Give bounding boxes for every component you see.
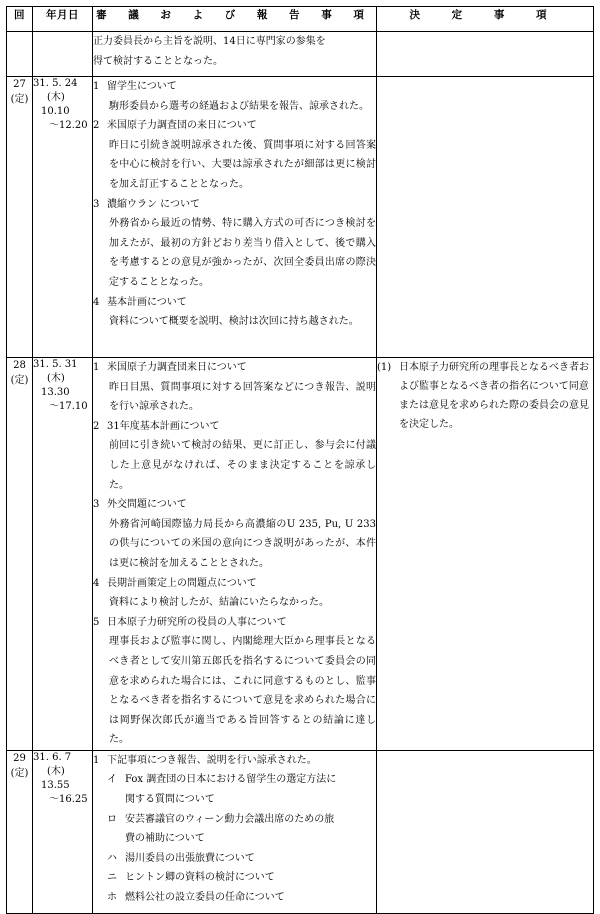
item-number: 1	[93, 754, 100, 766]
items-cell	[93, 358, 377, 751]
session-type: (定)	[10, 767, 29, 779]
item-number: 2	[93, 420, 100, 432]
table-row	[7, 750, 594, 913]
item-number: 1	[93, 81, 100, 92]
session-type: (定)	[10, 375, 29, 386]
session-time-end: 〜17.10	[49, 401, 88, 412]
sub-item-marker: ハ	[107, 852, 117, 864]
sub-item-marker: ホ	[107, 892, 117, 904]
sub-item-text: 安芸審議官のウィーン動力会議出席のための旅	[125, 813, 335, 825]
decision-text: 日本原子力研究所の理事長となるべき者および監事となるべき者の指名について同意または意見を求められた際の委員会の意見を決定した。	[399, 362, 589, 430]
item-heading	[93, 358, 376, 378]
item-body: 外務省から最近の情勢、特に購入方式の可否につき検討を加えたが、最初の方針どおり差当り借入として、後で購入を考慮するとの意見が強かったが、次回全委員出席の際決定することとなった。	[109, 218, 376, 288]
session-time-start: 13.55	[41, 779, 70, 791]
session-type: (定)	[10, 94, 29, 105]
sub-item	[93, 888, 376, 908]
session-no-cell	[7, 358, 33, 751]
decision-number: (1)	[377, 362, 392, 373]
header-date: 年月日	[33, 7, 93, 32]
items-cell	[93, 32, 377, 77]
item-number: 1	[93, 362, 100, 373]
sub-item	[93, 770, 376, 790]
item-body: 昨日に引続き説明諒承された後、質問事項に対する回答案を中心に検討を行い、大要は諒承されたが細部は更に検討を加え訂正することとなった。	[109, 139, 376, 190]
item-title: 外交問題について	[107, 499, 187, 511]
decision-cell	[377, 358, 594, 751]
session-weekday: (木)	[47, 765, 65, 777]
item-body: 前回に引き続いて検討の結果、更に訂正し、参与会に付議した上意見がなければ、そのまま決定することを諒承した。	[109, 440, 376, 491]
session-weekday: (木)	[47, 373, 65, 384]
item-line: 正力委員長から主旨を説明、14日に専門家の参集を	[93, 36, 326, 47]
item-heading	[93, 417, 376, 437]
decision-cell	[377, 32, 594, 77]
item-title: 濃縮ウラン について	[107, 198, 200, 210]
session-no-cell	[7, 77, 33, 358]
sub-item-marker: ニ	[107, 872, 117, 884]
decision-item	[377, 358, 593, 434]
item-heading	[93, 293, 376, 313]
header-decisions: 決 定 事 項	[377, 7, 594, 32]
sub-item-continuation: 関する質問について	[125, 794, 215, 806]
sub-item	[93, 868, 376, 888]
item-title: 基本計画について	[107, 296, 187, 308]
session-date: 31. 5. 31	[33, 359, 78, 370]
session-date: 31. 5. 24	[33, 78, 78, 89]
item-heading	[93, 751, 376, 771]
session-no-cell	[7, 750, 33, 913]
items-cell	[93, 77, 377, 358]
decision-cell	[377, 77, 594, 358]
item-heading	[93, 116, 376, 136]
item-heading	[93, 77, 376, 97]
header-no: 回	[7, 7, 33, 32]
item-body: 外務省河崎国際協力局長から高濃縮のU 235, Pu, U 233 の供与についての米国の意向につき説明があったが、本件は更に検討を加えることとされた。	[109, 518, 376, 569]
item-title: 31年度基本計画について	[107, 420, 220, 432]
session-number: 28	[13, 360, 26, 371]
item-heading	[93, 195, 376, 215]
decision-cell	[377, 750, 594, 913]
item-number: 4	[93, 577, 100, 589]
item-body: 資料により検討したが、結論にいたらなかった。	[109, 597, 329, 609]
item-number: 3	[93, 198, 100, 210]
header-row	[7, 7, 594, 32]
sub-item-text: Fox 調査団の日本における留学生の選定方法に	[125, 774, 337, 786]
sub-item-text: ヒントン卿の資料の検討について	[125, 872, 275, 884]
minutes-table	[6, 6, 594, 914]
session-date-cell	[33, 77, 93, 358]
header-items: 審 議 お よ び 報 告 事 項	[93, 7, 377, 32]
session-date-cell	[33, 750, 93, 913]
item-number: 4	[93, 296, 100, 308]
table-row	[7, 32, 594, 77]
sub-item	[93, 849, 376, 869]
sub-item-text: 燃料公社の設立委員の任命について	[125, 892, 285, 904]
item-title: 日本原子力研究所の役員の人事について	[107, 616, 287, 628]
sub-item	[93, 810, 376, 830]
table-row	[7, 77, 594, 358]
sub-item-continuation: 費の補助について	[125, 833, 205, 845]
item-body: 昨日目黒、質問事項に対する回答案などにつき報告、説明を行い諒承された。	[109, 381, 376, 413]
item-title: 米国原子力調査団来日について	[107, 362, 247, 373]
table-row	[7, 358, 594, 751]
session-time-start: 13.30	[41, 387, 70, 398]
item-number: 2	[93, 120, 100, 132]
item-title: 留学生について	[107, 81, 177, 92]
item-heading	[93, 574, 376, 594]
sub-item-marker: ロ	[107, 813, 117, 825]
session-number: 29	[13, 752, 26, 764]
item-body: 理事長および監事に関し、内閣総理大臣から理事長となるべき者として安川第五郎氏を指名するについて委員会の同意を求められた場合には、これに同意するものとし、監事となるべき者を指名するについて意見を求められた場合には岡野保次郎氏が適当である旨回答するとの結論に達した。	[109, 636, 376, 746]
sub-item-marker: イ	[107, 774, 117, 786]
item-line: 得て検討することとなった。	[93, 55, 223, 67]
item-number: 5	[93, 616, 100, 628]
session-date-cell	[33, 358, 93, 751]
item-heading	[93, 495, 376, 515]
item-title: 長期計画策定上の問題点について	[107, 577, 257, 589]
item-title: 米国原子力調査団の来日について	[107, 120, 257, 132]
item-body: 資料について概要を説明、検討は次回に持ち越された。	[109, 316, 359, 328]
session-date-cell	[33, 32, 93, 77]
item-heading	[93, 613, 376, 633]
item-title: 下記事項につき報告、説明を行い諒承された。	[107, 754, 317, 766]
session-no-cell	[7, 32, 33, 77]
session-time-start: 10.10	[41, 106, 70, 117]
session-date: 31. 6. 7	[33, 751, 72, 763]
session-time-end: 〜12.20	[49, 120, 88, 131]
sub-item-text: 湯川委員の出張旅費について	[125, 852, 255, 864]
session-number: 27	[13, 79, 26, 90]
item-body: 駒形委員から選考の経過および結果を報告、諒承された。	[109, 100, 369, 112]
item-number: 3	[93, 499, 100, 511]
items-cell	[93, 750, 377, 913]
session-weekday: (木)	[47, 92, 65, 103]
session-time-end: 〜16.25	[49, 793, 88, 805]
